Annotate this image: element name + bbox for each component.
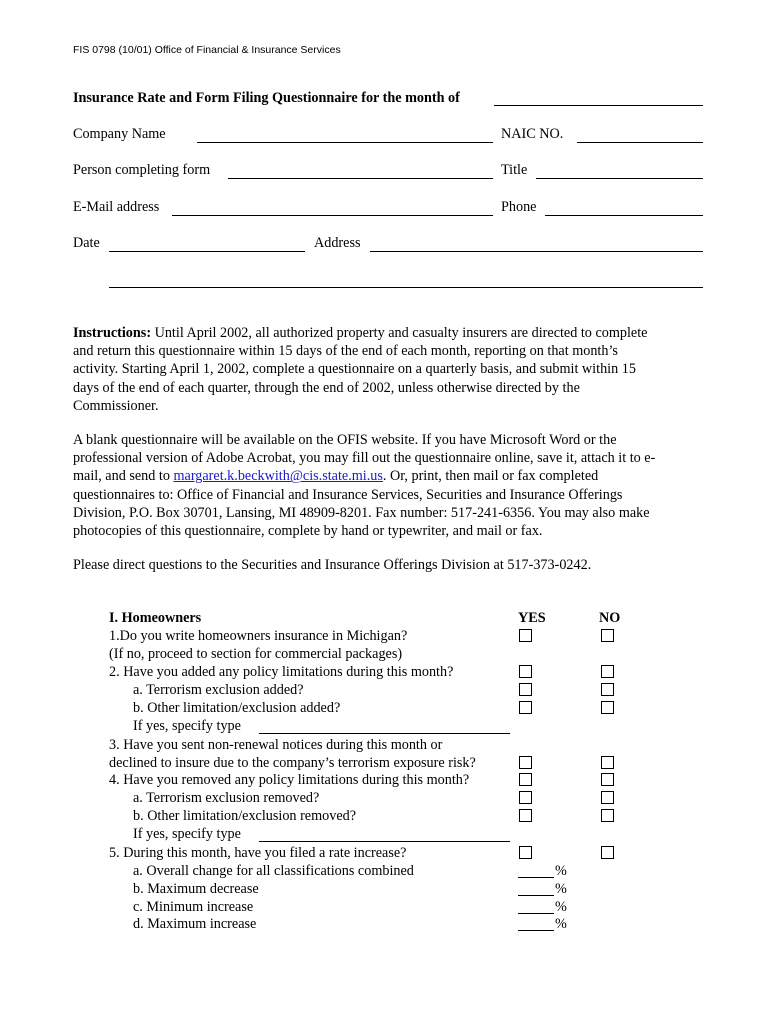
question-4-specify-label: If yes, specify type — [133, 826, 241, 842]
q3-yes-checkbox[interactable] — [519, 756, 532, 769]
instructions-paragraph — [73, 324, 647, 415]
q2-no-checkbox[interactable] — [601, 665, 614, 678]
question-5d: d. Maximum increase — [133, 916, 257, 932]
question-5b: b. Maximum decrease — [133, 881, 259, 897]
person-completing-label: Person completing form — [73, 162, 211, 178]
no-column-header: NO — [599, 610, 621, 626]
q4-yes-checkbox[interactable] — [519, 773, 532, 786]
q4b-no-checkbox[interactable] — [601, 809, 614, 822]
availability-line: photocopies of this questionnaire, complete by hand or typewriter, and mail or fax. — [73, 523, 543, 540]
question-2-specify-label: If yes, specify type — [133, 718, 241, 734]
question-4: 4. Have you removed any policy limitations during this month? — [109, 772, 470, 788]
q5d-percent-field[interactable] — [518, 930, 554, 931]
availability-line-pre: mail, and send to — [73, 468, 174, 485]
question-3-line-2: declined to insure due to the company’s terrorism exposure risk? — [109, 755, 476, 771]
availability-line: professional version of Adobe Acrobat, you may fill out the questionnaire online, save it, attach it to e- — [73, 450, 656, 467]
availability-line: Division, P.O. Box 30701, Lansing, MI 48909-8201. Fax number: 517-241-6356. You may also make — [73, 504, 650, 521]
email-label: E-Mail address — [73, 199, 160, 215]
q5a-percent-sign: % — [555, 863, 567, 879]
phone-label: Phone — [501, 199, 537, 215]
question-4b: b. Other limitation/exclusion removed? — [133, 808, 357, 824]
q2-yes-checkbox[interactable] — [519, 665, 532, 678]
contact-paragraph: Please direct questions to the Securities and Insurance Offerings Division at 517-373-0242. — [73, 557, 592, 573]
question-2a: a. Terrorism exclusion added? — [133, 682, 304, 698]
q2b-yes-checkbox[interactable] — [519, 701, 532, 714]
q5c-percent-sign: % — [555, 899, 567, 915]
q5b-percent-field[interactable] — [518, 895, 554, 896]
address-field[interactable] — [370, 251, 703, 252]
availability-paragraph — [73, 431, 655, 540]
q4a-no-checkbox[interactable] — [601, 791, 614, 804]
instructions-line: and return this questionnaire within 15 days of the end of each month, reporting on that month’s — [73, 343, 618, 360]
date-field[interactable] — [109, 251, 305, 252]
instructions-line: Commissioner. — [73, 397, 159, 414]
q5-no-checkbox[interactable] — [601, 846, 614, 859]
question-1: 1.Do you write homeowners insurance in Michigan? — [109, 628, 408, 644]
availability-line: A blank questionnaire will be available on the OFIS website. If you have Microsoft Word or the — [73, 432, 617, 448]
q1-yes-checkbox[interactable] — [519, 629, 532, 642]
question-4a: a. Terrorism exclusion removed? — [133, 790, 320, 806]
availability-line-post: . Or, print, then mail or fax completed — [382, 468, 599, 485]
phone-field[interactable] — [545, 215, 703, 216]
address-label: Address — [314, 235, 361, 251]
company-name-field[interactable] — [197, 142, 493, 143]
q5-yes-checkbox[interactable] — [519, 846, 532, 859]
company-name-label: Company Name — [73, 126, 166, 142]
q4b-yes-checkbox[interactable] — [519, 809, 532, 822]
person-completing-field[interactable] — [228, 178, 493, 179]
instructions-line: activity. Starting April 1, 2002, complete a questionnaire on a quarterly basis, and submit within 15 — [73, 361, 636, 378]
question-2: 2. Have you added any policy limitations during this month? — [109, 664, 454, 680]
q5a-percent-field[interactable] — [518, 877, 554, 878]
question-5: 5. During this month, have you filed a rate increase? — [109, 845, 407, 861]
yes-column-header: YES — [518, 610, 546, 626]
question-3-line-1: 3. Have you sent non-renewal notices during this month or — [109, 737, 443, 753]
address-field-line-2[interactable] — [109, 287, 703, 288]
email-field[interactable] — [172, 215, 493, 216]
section-heading: I. Homeowners — [109, 610, 202, 626]
naic-no-label: NAIC NO. — [501, 126, 564, 142]
question-4-specify-field[interactable] — [259, 841, 510, 842]
q3-no-checkbox[interactable] — [601, 756, 614, 769]
form-id-header: FIS 0798 (10/01) Office of Financial & Insurance Services — [73, 44, 341, 56]
question-2b: b. Other limitation/exclusion added? — [133, 700, 341, 716]
q5d-percent-sign: % — [555, 916, 567, 932]
availability-line: questionnaires to: Office of Financial and Insurance Services, Securities and Insurance Offerings — [73, 486, 623, 503]
instructions-first-line: Until April 2002, all authorized property and casualty insurers are directed to complete — [151, 325, 648, 341]
title-field[interactable] — [536, 178, 703, 179]
q2b-no-checkbox[interactable] — [601, 701, 614, 714]
q5c-percent-field[interactable] — [518, 913, 554, 914]
q2a-no-checkbox[interactable] — [601, 683, 614, 696]
q4-no-checkbox[interactable] — [601, 773, 614, 786]
month-field-line[interactable] — [494, 105, 703, 106]
form-title: Insurance Rate and Form Filing Questionnaire for the month of — [73, 90, 460, 106]
instructions-line: days of the end of each quarter, through the end of 2002, unless otherwise directed by the — [73, 379, 580, 396]
title-label: Title — [501, 162, 528, 178]
question-5c: c. Minimum increase — [133, 899, 254, 915]
date-label: Date — [73, 235, 100, 251]
question-1-note: (If no, proceed to section for commercial packages) — [109, 646, 403, 662]
q5b-percent-sign: % — [555, 881, 567, 897]
naic-no-field[interactable] — [577, 142, 703, 143]
question-5a: a. Overall change for all classifications combined — [133, 863, 414, 879]
q1-no-checkbox[interactable] — [601, 629, 614, 642]
q4a-yes-checkbox[interactable] — [519, 791, 532, 804]
instructions-label: Instructions: — [73, 325, 152, 341]
contact-email-link[interactable]: margaret.k.beckwith@cis.state.mi.us — [173, 468, 383, 485]
q2a-yes-checkbox[interactable] — [519, 683, 532, 696]
question-2-specify-field[interactable] — [259, 733, 510, 734]
